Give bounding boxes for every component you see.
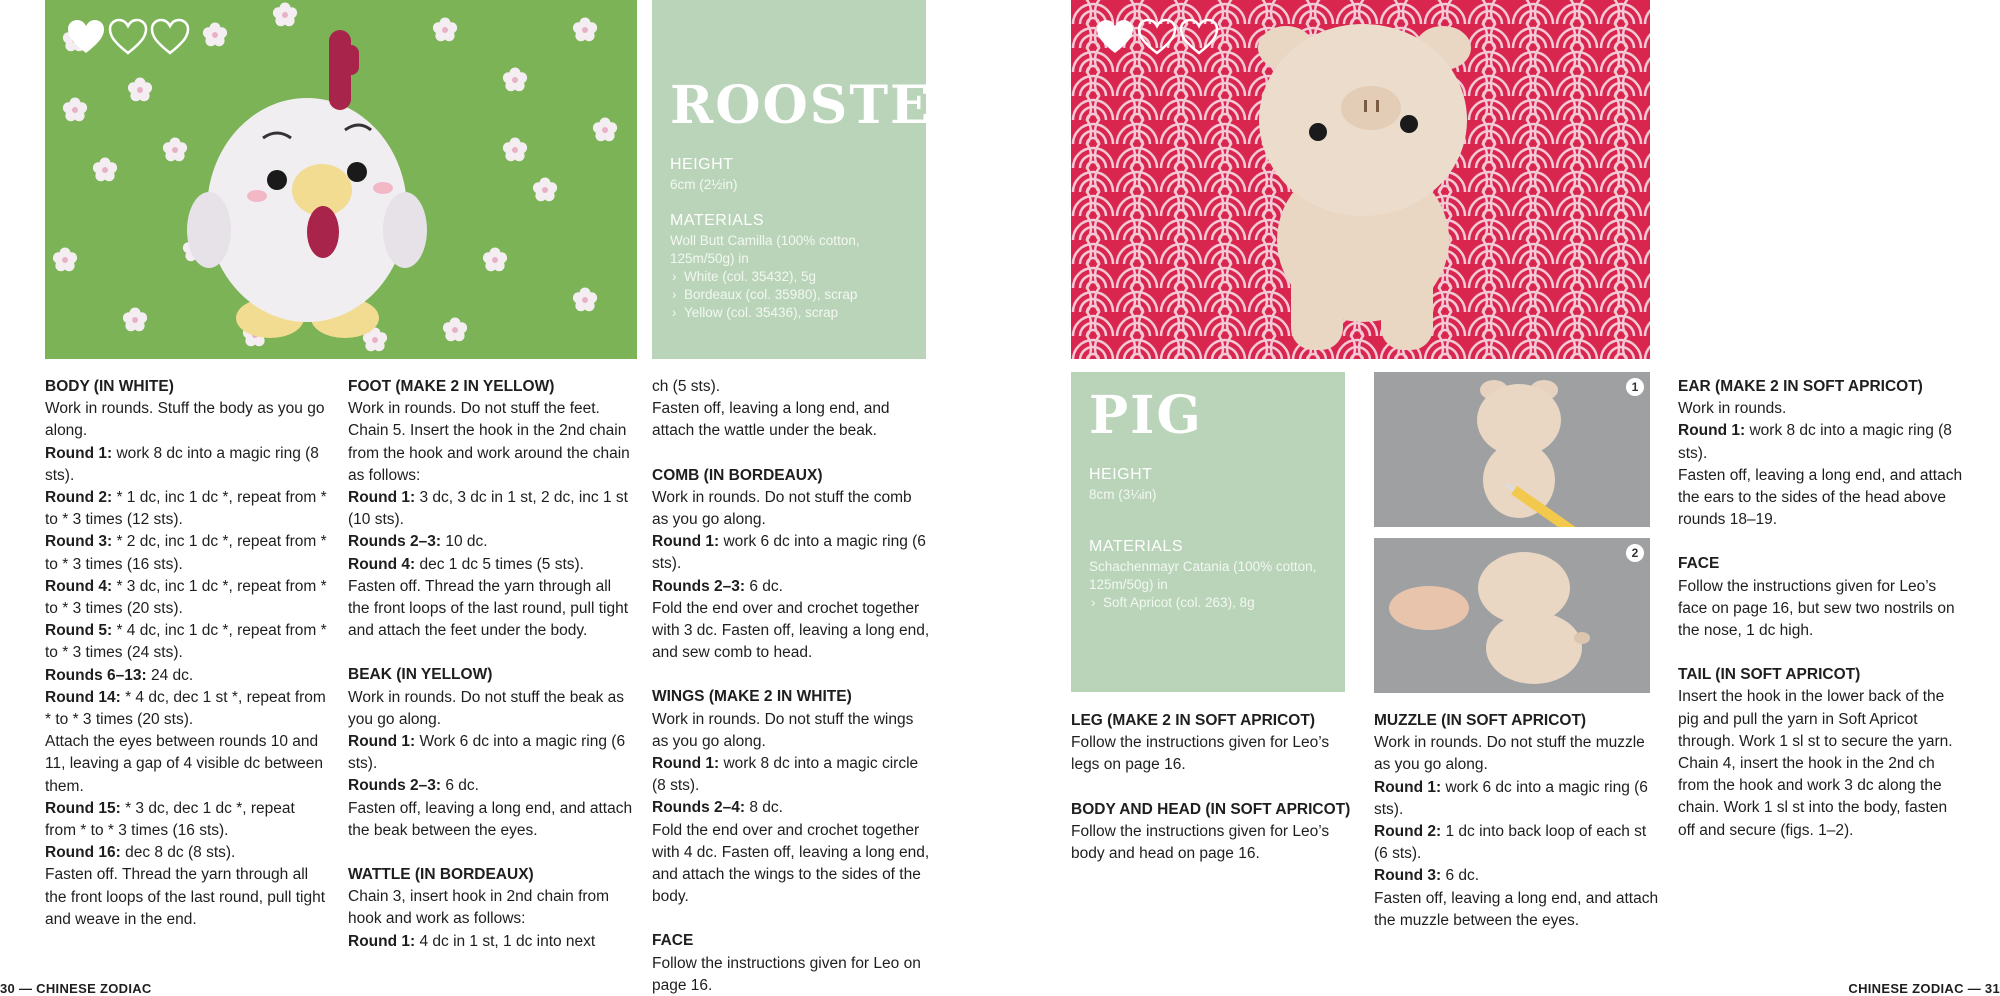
instruction-text: Work in rounds.	[1678, 400, 1787, 418]
instruction-text: 4 dc in 1 st, 1 dc into next	[415, 932, 596, 950]
instruction-text: work 8 dc into a magic ring (8 sts).	[45, 444, 319, 484]
instruction-line	[348, 487, 633, 531]
instruction-line	[348, 775, 633, 797]
rooster-title: ROOSTER	[670, 75, 977, 136]
instruction-line	[348, 398, 633, 487]
step-photo-1	[1374, 372, 1650, 527]
instruction-text: * 3 dc, dec 1 dc *, repeat from * to * 3 times (16 sts).	[45, 799, 295, 840]
pig-column-3	[1678, 376, 1963, 842]
instruction-line	[652, 531, 932, 575]
instruction-line	[45, 731, 330, 798]
heart-outline-icon	[150, 18, 190, 56]
pig-back-tail-image	[1374, 372, 1650, 527]
rooster-column-2	[348, 376, 633, 953]
round-label: Round 1:	[1678, 422, 1746, 440]
instruction-line	[45, 531, 330, 575]
instruction-line	[1374, 821, 1659, 865]
instruction-text: 1 dc into back loop of each st (6 sts).	[1374, 823, 1647, 863]
round-label: Round 16:	[45, 844, 121, 862]
instruction-text: * 2 dc, inc 1 dc *, repeat from * to * 3 times (16 sts).	[45, 533, 327, 573]
instruction-line	[1678, 398, 1963, 420]
round-label: Round 4:	[45, 577, 113, 595]
instruction-line	[652, 709, 932, 753]
pig-column-2	[1374, 710, 1659, 932]
round-label: Rounds 6–13:	[45, 666, 147, 684]
instruction-text: dec 1 dc 5 times (5 sts).	[415, 555, 584, 573]
instruction-line	[348, 576, 633, 643]
instruction-line	[1374, 865, 1659, 887]
round-label: Round 1:	[348, 489, 416, 507]
section-heading: FOOT (MAKE 2 IN YELLOW)	[348, 378, 555, 395]
instruction-text: Fasten off, leaving a long end, and attach the ears to the sides of the head above rounds 18–19.	[1678, 466, 1963, 529]
instruction-text: Work 6 dc into a magic ring (6 sts).	[348, 733, 626, 773]
section-heading: BEAK (IN YELLOW)	[348, 666, 493, 684]
section-heading: EAR (MAKE 2 IN SOFT APRICOT)	[1678, 378, 1923, 395]
instruction-line	[1678, 420, 1963, 464]
instruction-line	[45, 398, 330, 442]
instruction-text: Fasten off. Thread the yarn through all the front loops of the last round, pull tight and attach the feet under the body.	[348, 577, 629, 640]
instruction-text: Fasten off, leaving a long end, and attach the muzzle between the eyes.	[1374, 889, 1659, 929]
round-label: Round 1:	[1374, 778, 1442, 796]
difficulty-hearts	[1095, 18, 1219, 56]
instruction-text: * 4 dc, inc 1 dc *, repeat from * to * 3 times (24 sts).	[45, 622, 327, 662]
rooster-height-value: 6cm (2½in)	[670, 177, 738, 192]
instruction-line	[45, 687, 330, 731]
instruction-text: Work in rounds. Do not stuff the comb as you go along.	[652, 488, 912, 529]
section-heading: LEG (MAKE 2 IN SOFT APRICOT)	[1071, 712, 1315, 729]
section-heading: FACE	[652, 932, 694, 950]
instruction-line	[1374, 888, 1659, 932]
material-item: › Soft Apricot (col. 263), 8g	[1089, 594, 1327, 612]
heart-filled-icon	[66, 18, 106, 56]
round-label: Round 1:	[45, 444, 113, 462]
pig-info-panel	[1071, 372, 1345, 692]
instruction-line	[1071, 821, 1351, 865]
figure-number-2: 2	[1626, 544, 1644, 562]
instruction-line	[45, 842, 330, 864]
instruction-text: * 1 dc, inc 1 dc *, repeat from * to * 3 times (12 sts).	[45, 489, 327, 529]
instruction-text: Follow the instructions given for Leo on page 16.	[652, 954, 921, 994]
pig-height-label: HEIGHT	[1089, 466, 1153, 483]
instruction-line	[652, 576, 932, 598]
instruction-line	[652, 953, 932, 996]
instruction-line	[652, 376, 932, 398]
section-heading: TAIL (IN SOFT APRICOT)	[1678, 666, 1861, 684]
rooster-column-1	[45, 376, 330, 931]
instruction-line	[652, 398, 932, 442]
instruction-text: work 8 dc into a magic circle (8 sts).	[652, 755, 919, 795]
instruction-line	[45, 620, 330, 664]
instruction-text: Fasten off, leaving a long end, and attach the beak between the eyes.	[348, 799, 633, 839]
instruction-text: Fold the end over and crochet together with 4 dc. Fasten off, leaving a long end, and attach the wings to the sides of the body.	[652, 821, 930, 906]
round-label: Round 4:	[348, 555, 416, 573]
section-heading: BODY AND HEAD (IN SOFT APRICOT)	[1071, 800, 1351, 818]
instruction-line	[45, 798, 330, 842]
instruction-line	[1678, 576, 1963, 643]
instruction-text: Follow the instructions given for Leo’s body and head on page 16.	[1071, 822, 1330, 863]
instruction-text: Insert the hook in the lower back of the pig and pull the yarn in Soft Apricot through. Work 1 sl st to secure the yarn. Chain 4, insert the hook in the 2nd ch from the hook and work 3 dc along the chain. Work 1 sl st into the body, fasten off and secure (figs. 1–2).	[1678, 688, 1953, 839]
instruction-line	[348, 798, 633, 842]
instruction-line	[652, 797, 932, 819]
material-item: › White (col. 35432), 5g	[670, 268, 908, 286]
round-label: Round 1:	[652, 533, 720, 551]
instruction-text: 6 dc.	[1441, 867, 1480, 885]
footer-right: CHINESE ZODIAC — 31	[1848, 981, 2000, 996]
instruction-text: Fasten off, leaving a long end, and attach the wattle under the beak.	[652, 400, 890, 440]
instruction-text: Work in rounds. Do not stuff the beak as you go along.	[348, 688, 624, 728]
round-label: Round 15:	[45, 799, 121, 817]
instruction-text: 10 dc.	[441, 533, 488, 551]
rooster-height-label: HEIGHT	[670, 156, 734, 173]
rooster-materials-list	[670, 268, 908, 322]
instruction-text: 3 dc, 3 dc in 1 st, 2 dc, inc 1 st (10 sts).	[348, 489, 628, 529]
round-label: Round 3:	[1374, 867, 1442, 885]
section-heading: COMB (IN BORDEAUX)	[652, 466, 823, 484]
heart-outline-icon	[108, 18, 148, 56]
instruction-line	[1374, 777, 1659, 821]
instruction-text: 6 dc.	[745, 577, 783, 595]
section-heading: FACE	[1678, 555, 1720, 573]
round-label: Round 1:	[652, 755, 720, 773]
instruction-text: 8 dc.	[745, 799, 783, 817]
instruction-line	[45, 864, 330, 931]
figure-number-1: 1	[1626, 378, 1644, 396]
difficulty-hearts	[66, 18, 190, 56]
instruction-line	[652, 753, 932, 797]
instruction-text: Follow the instructions given for Leo’s face on page 16, but sew two nostrils on the nose, 1 dc high.	[1678, 577, 1955, 640]
round-label: Round 14:	[45, 688, 121, 706]
pig-tail-finished-image	[1374, 538, 1650, 693]
instruction-text: Fasten off. Thread the yarn through all the front loops of the last round, pull tight and weave in the end.	[45, 866, 326, 928]
rooster-materials-text: Woll Butt Camilla (100% cotton, 125m/50g) in	[670, 233, 860, 266]
rooster-column-3	[652, 376, 932, 996]
instruction-text: work 6 dc into a magic ring (6 sts).	[652, 533, 926, 573]
instruction-text: Attach the eyes between rounds 10 and 11, leaving a gap of 4 visible dc between them.	[45, 733, 324, 795]
instruction-text: 6 dc.	[441, 777, 479, 795]
round-label: Round 1:	[348, 733, 416, 751]
instruction-line	[652, 598, 932, 665]
instruction-text: dec 8 dc (8 sts).	[120, 844, 236, 862]
round-label: Round 2:	[1374, 823, 1442, 841]
instruction-text: 24 dc.	[146, 666, 194, 684]
instruction-line	[1678, 686, 1963, 841]
round-label: Rounds 2–3:	[348, 533, 442, 551]
instruction-line	[45, 576, 330, 620]
pig-column-1	[1071, 710, 1351, 865]
instruction-line	[348, 531, 633, 553]
instruction-text: Work in rounds. Do not stuff the muzzle as you go along.	[1374, 734, 1645, 774]
section-heading: WINGS (MAKE 2 IN WHITE)	[652, 688, 852, 706]
pig-materials-list	[1089, 594, 1327, 612]
instruction-text: work 8 dc into a magic ring (8 sts).	[1678, 422, 1952, 462]
instruction-line	[45, 665, 330, 687]
instruction-text: Fold the end over and crochet together with 3 dc. Fasten off, leaving a long end, and sew comb to head.	[652, 599, 930, 662]
instruction-line	[45, 443, 330, 487]
pig-materials-label: MATERIALS	[1089, 538, 1183, 555]
instruction-line	[1678, 465, 1963, 532]
instruction-text: Work in rounds. Stuff the body as you go along.	[45, 400, 325, 440]
round-label: Round 2:	[45, 489, 113, 507]
instruction-line	[348, 931, 633, 953]
instruction-line	[348, 687, 633, 731]
instruction-line	[652, 820, 932, 909]
instruction-text: Chain 3, insert hook in 2nd chain from hook and work as follows:	[348, 888, 610, 928]
round-label: Rounds 2–3:	[652, 577, 746, 595]
heart-filled-icon	[1095, 18, 1135, 56]
round-label: Round 3:	[45, 533, 113, 551]
round-label: Round 5:	[45, 622, 113, 640]
rooster-info-panel	[652, 0, 977, 359]
material-item: › Bordeaux (col. 35980), scrap	[670, 286, 908, 304]
instruction-text: ch (5 sts).	[652, 378, 721, 395]
instruction-line	[348, 554, 633, 576]
material-item: › Yellow (col. 35436), scrap	[670, 304, 908, 322]
instruction-line	[348, 886, 633, 930]
instruction-line	[45, 487, 330, 531]
section-heading: WATTLE (IN BORDEAUX)	[348, 866, 534, 884]
instruction-text: Work in rounds. Do not stuff the feet. Chain 5. Insert the hook in the 2nd chain from the hook and work around the chain as follows:	[348, 400, 630, 484]
heart-outline-icon	[1179, 18, 1219, 56]
footer-left: 30 — CHINESE ZODIAC	[0, 981, 152, 996]
rooster-materials-label: MATERIALS	[670, 212, 764, 229]
instruction-line	[1374, 732, 1659, 776]
instruction-text: Follow the instructions given for Leo’s legs on page 16.	[1071, 734, 1330, 774]
pig-height-value: 8cm (3¼in)	[1089, 487, 1157, 502]
instruction-text: Work in rounds. Do not stuff the wings as you go along.	[652, 710, 914, 750]
instruction-text: * 4 dc, dec 1 st *, repeat from * to * 3 times (20 sts).	[45, 688, 326, 729]
instruction-line	[1071, 732, 1351, 776]
pig-title: PIG	[1089, 385, 1203, 446]
heart-outline-icon	[1137, 18, 1177, 56]
step-photo-2	[1374, 538, 1650, 693]
instruction-line	[652, 487, 932, 531]
round-label: Rounds 2–3:	[348, 777, 442, 795]
round-label: Round 1:	[348, 932, 416, 950]
instruction-line	[348, 731, 633, 775]
section-heading: MUZZLE (IN SOFT APRICOT)	[1374, 712, 1587, 729]
round-label: Rounds 2–4:	[652, 799, 746, 817]
pig-materials-text: Schachenmayr Catania (100% cotton, 125m/50g) in	[1089, 559, 1317, 592]
instruction-text: * 3 dc, inc 1 dc *, repeat from * to * 3 times (20 sts).	[45, 577, 327, 618]
section-heading: BODY (IN WHITE)	[45, 378, 174, 395]
instruction-text: work 6 dc into a magic ring (6 sts).	[1374, 778, 1648, 818]
